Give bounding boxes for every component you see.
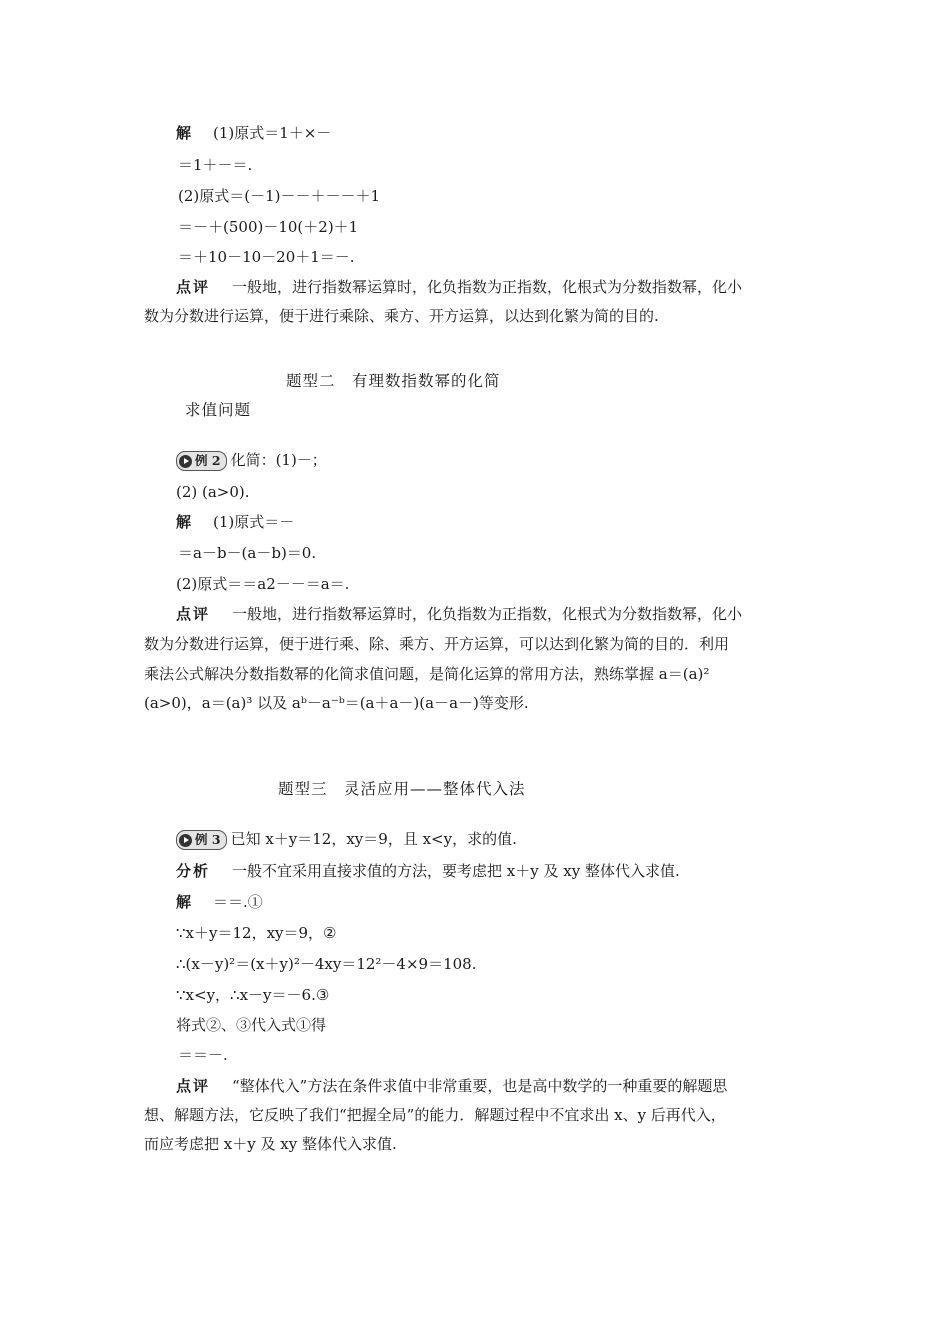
example1-comment-line2: 数为分数进行运算，便于进行乘除、乘方、开方运算，以达到化繁为简的目的. xyxy=(144,307,659,325)
example3-solution-line6: ＝＝－. xyxy=(178,1046,228,1064)
comment-label: 点评 xyxy=(176,605,211,623)
example2-sol-1: (1)原式＝－ xyxy=(213,513,295,531)
solution-label: 解 xyxy=(176,893,192,911)
example2-solution-line3: (2)原式＝＝a2－－＝a＝. xyxy=(176,575,350,593)
example1-solution-line1 xyxy=(176,123,331,143)
solution-label: 解 xyxy=(176,513,192,531)
example3-comment-line1 xyxy=(176,1076,727,1096)
example2-question-part2: (2) (a>0). xyxy=(176,483,250,501)
example1-solution-line4: ＝－＋(500)－10(＋2)＋1 xyxy=(178,218,359,236)
section2-title-continued: 求值问题 xyxy=(185,401,252,419)
example2-solution-line1 xyxy=(176,512,294,532)
example2-question-text: 化简：(1)－； xyxy=(230,451,327,469)
example1-solution-line3: (2)原式＝(－1)－－＋－－＋1 xyxy=(178,187,381,205)
example3-solution-line5: 将式②、③代入式①得 xyxy=(176,1016,327,1034)
example3-solution-line3: ∴(x－y)²＝(x＋y)²－4xy＝12²－4×9＝108. xyxy=(176,955,477,973)
example3-question xyxy=(176,829,517,850)
example3-comment-text1: “整体代入”方法在条件求值中非常重要，也是高中数学的一种重要的解题思 xyxy=(232,1077,728,1095)
solution-label: 解 xyxy=(176,124,192,142)
play-icon xyxy=(179,834,192,847)
example3-solution-line1 xyxy=(176,892,263,912)
example2-badge-label: 例 2 xyxy=(195,453,221,468)
example2-solution-line2: ＝a－b－(a－b)＝0. xyxy=(178,544,317,562)
example3-sol-1: ＝＝.① xyxy=(213,893,263,911)
play-icon xyxy=(179,455,192,468)
example1-comment-line1 xyxy=(176,277,742,297)
example3-question-text: 已知 x＋y＝12，xy＝9，且 x<y，求的值. xyxy=(230,830,517,848)
example3-badge xyxy=(176,830,227,850)
analysis-label: 分析 xyxy=(176,862,211,880)
example3-analysis xyxy=(176,861,680,881)
example2-comment-line3: 乘法公式解决分数指数幂的化简求值问题，是简化运算的常用方法，熟练掌握 a＝(a)² xyxy=(144,665,710,683)
section3-title: 题型三 灵活应用——整体代入法 xyxy=(278,780,526,798)
comment-label: 点评 xyxy=(176,278,211,296)
comment-label: 点评 xyxy=(176,1077,211,1095)
example3-comment-line2: 想、解题方法，它反映了我们“把握全局”的能力．解题过程中不宜求出 x、y 后再代入， xyxy=(144,1106,726,1124)
example3-solution-line4: ∵x<y，∴x－y＝－6.③ xyxy=(176,986,330,1004)
example2-comment-line1 xyxy=(176,604,742,624)
example2-comment-line4: (a>0)，a＝(a)³ 以及 aᵇ－a⁻ᵇ＝(a＋a－)(a－a－)等变形. xyxy=(144,694,529,712)
section2-title: 题型二 有理数指数幂的化简 xyxy=(286,372,501,390)
example1-comment-text1: 一般地，进行指数幂运算时，化负指数为正指数，化根式为分数指数幂，化小 xyxy=(232,278,743,296)
example1-solution-line5: ＝＋10－10－20＋1＝－. xyxy=(178,248,355,266)
example3-solution-line2: ∵x＋y＝12，xy＝9，② xyxy=(176,924,337,942)
example3-comment-line3: 而应考虑把 x＋y 及 xy 整体代入求值. xyxy=(144,1135,397,1153)
example2-badge xyxy=(176,451,227,471)
example3-badge-label: 例 3 xyxy=(195,832,221,847)
example2-comment-text1: 一般地，进行指数幂运算时，化负指数为正指数，化根式为分数指数幂，化小 xyxy=(232,605,743,623)
example2-comment-line2: 数为分数进行运算，便于进行乘、除、乘方、开方运算，可以达到化繁为简的目的．利用 xyxy=(144,635,730,653)
example2-question xyxy=(176,450,327,471)
example1-solution-line2: ＝1＋－＝. xyxy=(178,156,253,174)
example1-sol-1: (1)原式＝1＋×－ xyxy=(213,124,332,142)
example3-analysis-text: 一般不宜采用直接求值的方法，要考虑把 x＋y 及 xy 整体代入求值. xyxy=(232,862,680,880)
